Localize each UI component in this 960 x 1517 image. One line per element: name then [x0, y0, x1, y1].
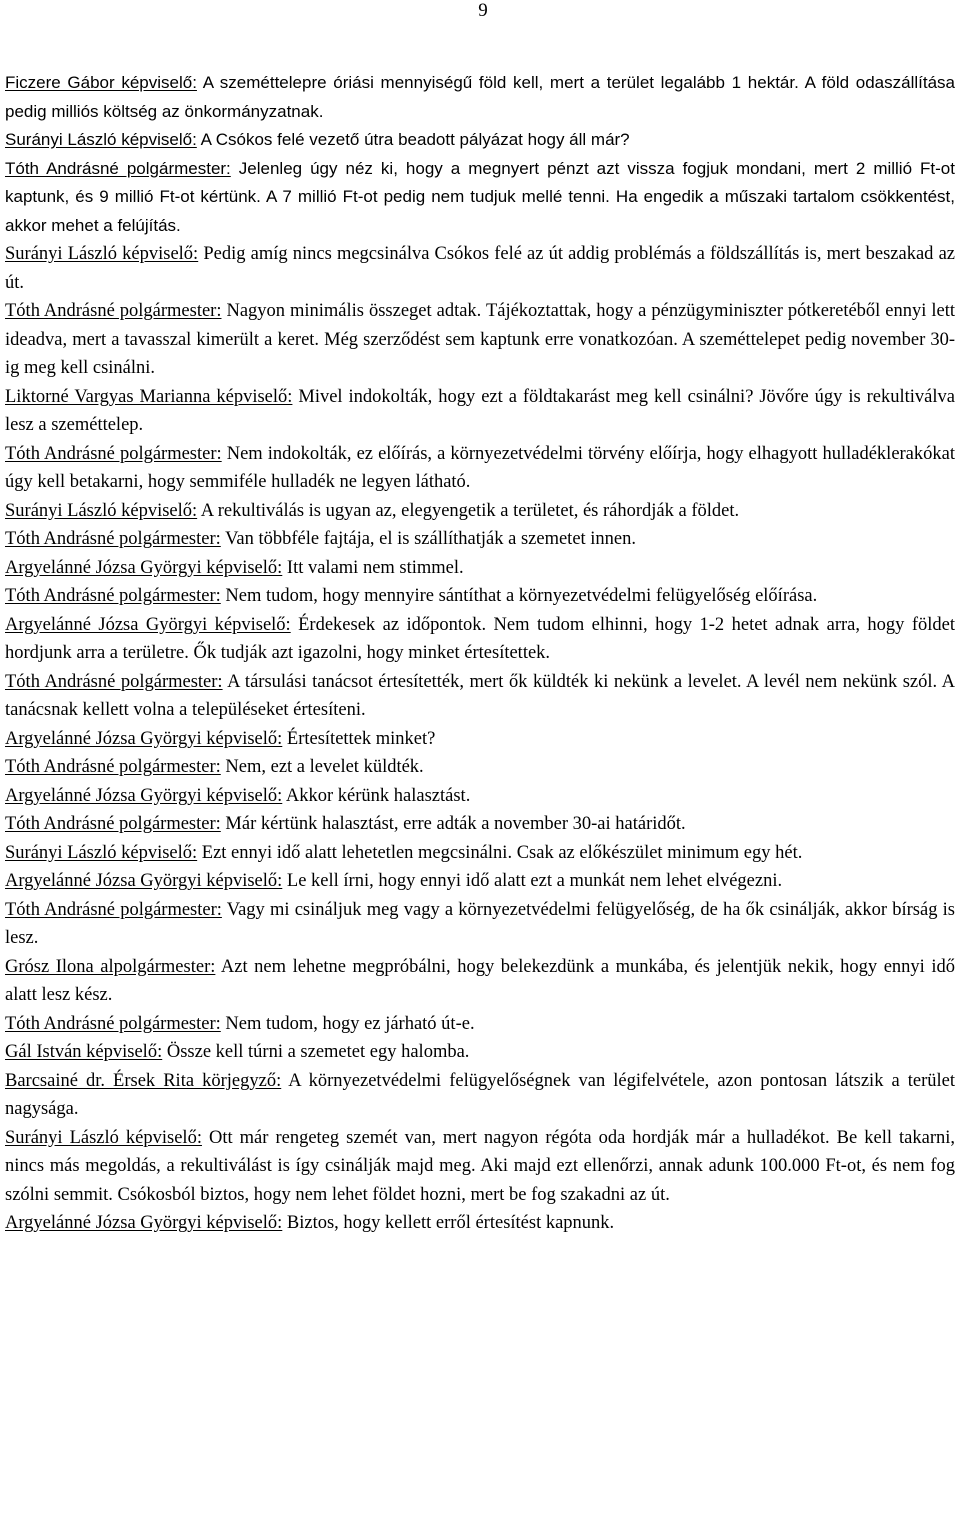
- speaker-name: Tóth Andrásné polgármester:: [5, 814, 221, 834]
- minutes-paragraph: [5, 525, 955, 554]
- minutes-paragraph: [5, 554, 955, 583]
- page-number: 9: [478, 0, 488, 21]
- speaker-name: Ficzere Gábor képviselő:: [5, 73, 197, 92]
- speaker-name: Argyelánné Józsa Györgyi képviselő:: [5, 614, 291, 635]
- minutes-paragraph: [5, 582, 955, 611]
- speaker-name: Barcsainé dr. Érsek Rita körjegyző:: [5, 1070, 282, 1091]
- speaker-name: Tóth Andrásné polgármester:: [5, 443, 222, 464]
- statement-text: Ezt ennyi idő alatt lehetetlen megcsinálni. Csak az előkészület minimum egy hét.: [197, 842, 803, 863]
- minutes-paragraph: [5, 69, 955, 126]
- minutes-paragraph: [5, 1038, 955, 1067]
- statement-text: Nem tudom, hogy mennyire sántíthat a környezetvédelmi felügyelőség előírása.: [220, 586, 818, 606]
- speaker-name: Argyelánné Józsa Györgyi képviselő:: [5, 728, 283, 749]
- minutes-paragraph: [5, 611, 955, 668]
- statement-text: A rekultiválás is ugyan az, elegyengetik a területet, és ráhordják a földet.: [197, 500, 740, 521]
- speaker-name: Tóth Andrásné polgármester:: [5, 899, 222, 920]
- statement-text: Érdekesek az időpontok. Nem tudom elhinni, hogy 1-2 hetet adnak arra, hogy földet hordjunk arra a területre. Ők tudják azt igazolni, hogy minket értesítettek.: [5, 614, 955, 663]
- statement-text: Le kell írni, hogy ennyi idő alatt ezt a munkát nem lehet elvégezni.: [282, 871, 783, 891]
- speaker-name: Tóth Andrásné polgármester:: [5, 671, 223, 692]
- speaker-name: Surányi László képviselő:: [5, 130, 197, 149]
- statement-text: A társulási tanácsot értesítették, mert ők küldték ki nekünk a levelet. A levél nem nekünk szól. A tanácsnak kellett volna a településeket értesíteni.: [5, 671, 956, 720]
- speaker-name: Gál István képviselő:: [5, 1042, 163, 1062]
- speaker-name: Argyelánné Józsa Györgyi képviselő:: [5, 871, 283, 891]
- statement-text: A környezetvédelmi felügyelőségnek van légifelvétele, azon pontosan látszik a terület nagysága.: [5, 1070, 956, 1119]
- statement-text: Itt valami nem stimmel.: [282, 557, 464, 578]
- minutes-paragraph: [5, 953, 955, 1010]
- speaker-name: Tóth Andrásné polgármester:: [5, 158, 231, 178]
- speaker-name: Tóth Andrásné polgármester:: [5, 586, 221, 606]
- statement-text: Össze kell túrni a szemetet egy halomba.: [162, 1042, 470, 1062]
- statement-text: Már kértünk halasztást, erre adták a november 30-ai határidőt.: [220, 814, 686, 834]
- statement-text: Nagyon minimális összeget adtak. Tájékoztattak, hogy a pénzügyminiszter pótkeretéből ennyi lett ideadva, mert a tavasszal kimerült a keret. Még szerződést sem kaptunk erre vonatkozóan. A szeméttelepet pedig november 30-ig meg kell csinálni.: [5, 301, 956, 378]
- minutes-paragraph: [5, 497, 955, 526]
- speaker-name: Surányi László képviselő:: [5, 842, 198, 863]
- statement-text: Értesítettek minket?: [282, 728, 436, 749]
- statement-text: Jelenleg úgy néz ki, hogy a megnyert pénzt azt vissza fogjuk mondani, mert 2 millió Ft-ot kaptunk, és 9 millió Ft-ot kértünk. A 7 millió Ft-ot pedig nem tudjuk mellé tenni. Ha engedik a műszaki tartalom csökkentést, akkor mehet a felújítás.: [5, 158, 955, 235]
- statement-text: Nem, ezt a levelet küldték.: [220, 757, 424, 777]
- speaker-name: Tóth Andrásné polgármester:: [5, 757, 221, 777]
- speaker-name: Liktorné Vargyas Marianna képviselő:: [5, 386, 293, 407]
- minutes-paragraph: [5, 725, 955, 754]
- statement-text: A szeméttelepre óriási mennyiségű föld kell, mert a terület legalább 1 hektár. A föld odaszállítása pedig milliós költség az önkormányzatnak.: [5, 73, 955, 121]
- minutes-paragraph: [5, 753, 955, 782]
- minutes-paragraph: [5, 839, 955, 868]
- speaker-name: Surányi László képviselő:: [5, 1127, 202, 1148]
- minutes-paragraph: [5, 1067, 955, 1124]
- minutes-paragraph: [5, 810, 955, 839]
- speaker-name: Tóth Andrásné polgármester:: [5, 529, 221, 549]
- minutes-paragraph: [5, 240, 955, 297]
- statement-text: Biztos, hogy kellett erről értesítést kapnunk.: [282, 1213, 615, 1233]
- statement-text: Mivel indokolták, hogy ezt a földtakarást meg kell csinálni? Jövőre úgy is rekultiválva lesz a szeméttelep.: [5, 386, 955, 435]
- minutes-paragraph: [5, 1010, 955, 1039]
- minutes-paragraph: [5, 297, 955, 383]
- minutes-paragraph: [5, 126, 955, 155]
- minutes-paragraph: [5, 383, 955, 440]
- minutes-paragraph: [5, 867, 955, 896]
- speaker-name: Grósz Ilona alpolgármester:: [5, 956, 216, 977]
- statement-text: Vagy mi csináljuk meg vagy a környezetvédelmi felügyelőség, de ha ők csinálják, akkor bírság is lesz.: [5, 899, 955, 948]
- speaker-name: Tóth Andrásné polgármester:: [5, 1013, 221, 1034]
- minutes-paragraph: [5, 668, 955, 725]
- minutes-paragraph: [5, 1209, 955, 1238]
- statement-text: Nem indokolták, ez előírás, a környezetvédelmi törvény előírja, hogy elhagyott hulladéklerakókat úgy kell betakarni, hogy semmiféle hulladék ne legyen látható.: [5, 443, 955, 492]
- minutes-paragraph: [5, 782, 955, 811]
- speaker-name: Argyelánné Józsa Györgyi képviselő:: [5, 1213, 283, 1233]
- speaker-name: Surányi László képviselő:: [5, 244, 199, 264]
- minutes-paragraph: [5, 155, 955, 241]
- speaker-name: Tóth Andrásné polgármester:: [5, 301, 222, 321]
- minutes-paragraph: [5, 1124, 955, 1210]
- speaker-name: Surányi László képviselő:: [5, 500, 198, 521]
- statement-text: Azt nem lehetne megpróbálni, hogy belekezdünk a munkába, és jelentjük nekik, hogy ennyi idő alatt lesz kész.: [5, 956, 955, 1005]
- statement-text: A Csókos felé vezető útra beadott pályázat hogy áll már?: [196, 130, 630, 149]
- meeting-minutes-body: [5, 69, 955, 1238]
- statement-text: Akkor kérünk halasztást.: [282, 785, 471, 806]
- statement-text: Nem tudom, hogy ez járható út-e.: [220, 1013, 475, 1034]
- statement-text: Van többféle fajtája, el is szállíthatják a szemetet innen.: [220, 529, 637, 549]
- minutes-paragraph: [5, 440, 955, 497]
- speaker-name: Argyelánné Józsa Györgyi képviselő:: [5, 785, 283, 806]
- speaker-name: Argyelánné Józsa Györgyi képviselő:: [5, 557, 283, 578]
- minutes-paragraph: [5, 896, 955, 953]
- statement-text: Pedig amíg nincs megcsinálva Csókos felé az út addig problémás a földszállítás is, mert beszakad az út.: [5, 244, 955, 293]
- statement-text: Ott már rengeteg szemét van, mert nagyon régóta oda hordják már a hulladékot. Be kell takarni, nincs más megoldás, a rekultiválást is így csinálják majd meg. Aki majd ezt ellenőrzi, annak adunk 100.000 Ft-ot, és nem fog szólni semmit. Csókosból biztos, hogy nem lehet földet hozni, mert be fog szakadni az út.: [5, 1127, 956, 1205]
